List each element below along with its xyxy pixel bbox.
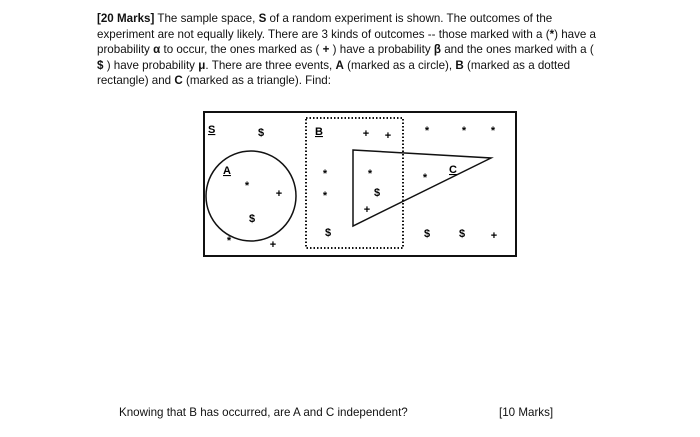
sample-space-rect — [204, 112, 516, 256]
outcome-mark: $ — [324, 227, 332, 239]
outcome-mark: * — [244, 180, 250, 192]
problem-text: (marked as a circle), — [347, 58, 453, 72]
outcome-mark: + — [269, 239, 277, 251]
problem-text: to occur, the ones marked as ( — [163, 43, 320, 57]
outcome-mark: * — [424, 125, 430, 137]
event-b-symbol: B — [455, 58, 464, 72]
problem-text: (marked as a dotted rectangle) and — [97, 58, 571, 88]
problem-text: ) have a probability — [97, 27, 597, 57]
event-c-label: C — [449, 164, 457, 176]
outcome-mark: $ — [257, 127, 265, 139]
problem-text: of a random experiment is shown. The outcomes of the experiment are not equally likely. There are 3 kinds of outcomes -- those marked with a ( — [97, 12, 553, 41]
event-a-symbol: A — [335, 58, 344, 72]
outcome-mark: $ — [373, 187, 381, 199]
problem-text: . There are three events, — [205, 58, 333, 72]
outcome-mark: * — [322, 168, 328, 180]
problem-text: and the ones marked with a ( — [444, 43, 594, 57]
plus-symbol: + — [322, 43, 330, 57]
question-marks: [10 Marks] — [499, 406, 554, 419]
outcome-mark: * — [422, 172, 428, 184]
outcome-mark: * — [322, 190, 328, 202]
outcome-mark: + — [362, 128, 370, 140]
outcome-mark: * — [367, 168, 373, 180]
mu-symbol: μ — [198, 58, 206, 72]
problem-text: ) have probability — [106, 58, 195, 72]
beta-symbol: β — [433, 43, 441, 57]
outcome-mark: + — [275, 188, 283, 200]
outcome-mark: + — [384, 130, 392, 142]
outcome-mark: + — [490, 230, 498, 242]
alpha-symbol: α — [153, 43, 161, 57]
question-text: Knowing that B has occurred, are A and C independent? — [119, 406, 408, 419]
sample-space-symbol: S — [258, 12, 267, 25]
event-b-label: B — [315, 126, 323, 138]
outcome-mark: $ — [423, 228, 431, 240]
sample-space-label: S — [208, 124, 216, 136]
outcome-mark: * — [490, 125, 496, 137]
outcome-mark: + — [363, 204, 371, 216]
dollar-symbol: $ — [97, 58, 104, 72]
problem-text: The sample space, — [157, 12, 256, 25]
outcome-mark: * — [461, 125, 467, 137]
star-symbol: * — [549, 27, 555, 41]
event-a-circle — [206, 151, 296, 241]
problem-text: (marked as a triangle). Find: — [185, 74, 331, 88]
outcome-mark: $ — [458, 228, 466, 240]
event-a-label: A — [223, 165, 231, 177]
problem-marks: [20 Marks] — [97, 12, 155, 25]
outcome-mark: * — [226, 235, 232, 247]
outcome-mark: $ — [248, 213, 256, 225]
event-c-symbol: C — [174, 74, 183, 88]
problem-text: ) have a probability — [332, 43, 431, 57]
